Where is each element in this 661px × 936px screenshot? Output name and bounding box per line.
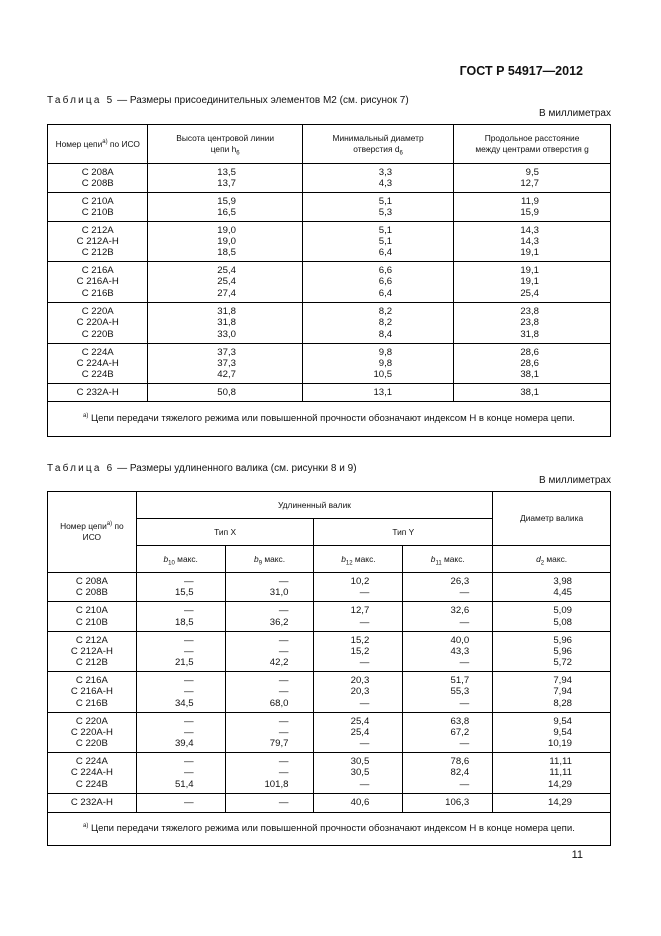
table6-chain-cell: С 220А С 220А-Н С 220В (48, 713, 137, 753)
table5-g-cell: 23,8 23,8 31,8 (454, 303, 611, 344)
table6-b12-cell: 30,5 30,5 — (314, 753, 403, 794)
table5-d6-cell: 8,2 8,2 8,4 (302, 303, 453, 344)
table-row (48, 632, 611, 672)
table6-b11-cell: 26,3 — (403, 573, 493, 602)
table5-h6-cell: 13,5 13,7 (148, 164, 303, 193)
table-row (48, 222, 611, 262)
table6-d2-cell: 14,29 (493, 794, 611, 813)
table-row (48, 384, 611, 402)
table6-b12-cell: 10,2 — (314, 573, 403, 602)
table-row (48, 753, 611, 794)
table5-h6-cell: 50,8 (148, 384, 303, 402)
table5-g-cell: 14,3 14,3 19,1 (454, 222, 611, 262)
table5-h6-cell: 37,3 37,3 42,7 (148, 344, 303, 384)
table5-h6-cell: 25,4 25,4 27,4 (148, 262, 303, 303)
page-number: 11 (571, 849, 583, 861)
table5-g-cell: 38,1 (454, 384, 611, 402)
document-code: ГОСТ Р 54917—2012 (459, 64, 583, 78)
table5-chain-cell: С 232А-Н (48, 384, 148, 402)
table6-chain-cell: С 232А-Н (48, 794, 137, 813)
table6-header-b9: $b_9$ макс. (225, 546, 314, 573)
table6-b11-cell: 40,0 43,3 — (403, 632, 493, 672)
table5-caption-text: — Размеры присоединительных элементов М2 (см. рисунок 7) (114, 95, 409, 106)
table6-header-b12: $b_{12}$ макс. (314, 546, 403, 573)
table5-header-height: Высота центровой линии цепи $h_6$ (148, 125, 303, 164)
table5-d6-cell: 5,1 5,3 (302, 193, 453, 222)
table6-chain-cell: С 210А С 210В (48, 602, 137, 632)
table6-header-group: Удлиненный валик (136, 492, 492, 519)
table6-d2-cell: 3,98 4,45 (493, 573, 611, 602)
table6-b10-cell: — — 39,4 (136, 713, 225, 753)
table5-g-cell: 28,6 28,6 38,1 (454, 344, 611, 384)
table5-chain-cell: С 212А С 212А-Н С 212В (48, 222, 148, 262)
table6-d2-cell: 7,94 7,94 8,28 (493, 672, 611, 713)
table5-header-chain: Номер цепи$^{a)}$ по ИСО (48, 125, 148, 164)
table-row (48, 573, 611, 602)
table6-b10-cell: — 18,5 (136, 602, 225, 632)
table6-header-type-x: Тип X (136, 519, 314, 546)
table6-b12-cell: 20,3 20,3 — (314, 672, 403, 713)
table5-units: В миллиметрах (539, 108, 611, 119)
table5 (47, 124, 611, 437)
table5-chain-cell: С 220А С 220А-Н С 220В (48, 303, 148, 344)
table5-header-distance: Продольное расстояние между центрами отверстия g (454, 125, 611, 164)
table5-chain-cell: С 210А С 210В (48, 193, 148, 222)
table5-g-cell: 19,1 19,1 25,4 (454, 262, 611, 303)
table5-header-row (48, 125, 611, 164)
table6 (47, 491, 611, 846)
table6-footnote-row (48, 813, 611, 846)
table6-b9-cell: — 31,0 (225, 573, 314, 602)
table6-b10-cell: — 15,5 (136, 573, 225, 602)
table-row (48, 794, 611, 813)
table6-b9-cell: — — 101,8 (225, 753, 314, 794)
table6-chain-cell: С 216А С 216А-Н С 216В (48, 672, 137, 713)
table6-units: В миллиметрах (539, 475, 611, 486)
table5-d6-cell: 6,6 6,6 6,4 (302, 262, 453, 303)
table6-b10-cell: — — 51,4 (136, 753, 225, 794)
table6-b11-cell: 78,6 82,4 — (403, 753, 493, 794)
table5-footnote: $^{a)}$ Цепи передачи тяжелого режима или повышенной прочности обозначают индексом Н в конце номера цепи. (48, 402, 611, 437)
table5-g-cell: 9,5 12,7 (454, 164, 611, 193)
table6-b9-cell: — 36,2 (225, 602, 314, 632)
table6-header-diameter: Диаметр валика (493, 492, 611, 546)
table5-chain-cell: С 208А С 208В (48, 164, 148, 193)
table5-h6-cell: 19,0 19,0 18,5 (148, 222, 303, 262)
table5-header-diameter: Минимальный диаметр отверстия $d_6$ (302, 125, 453, 164)
table6-chain-cell: С 212А С 212А-Н С 212В (48, 632, 137, 672)
table6-header-row (48, 492, 611, 519)
table6-b9-cell: — — 42,2 (225, 632, 314, 672)
table6-header-b10: $b_{10}$ макс. (136, 546, 225, 573)
table6-b11-cell: 106,3 (403, 794, 493, 813)
table-row (48, 303, 611, 344)
table5-d6-cell: 13,1 (302, 384, 453, 402)
table-row (48, 602, 611, 632)
table-row (48, 193, 611, 222)
table6-footnote: $^{a)}$ Цепи передачи тяжелого режима или повышенной прочности обозначают индексом Н в конце номера цепи. (48, 813, 611, 846)
table6-d2-cell: 5,09 5,08 (493, 602, 611, 632)
table6-d2-cell: 9,54 9,54 10,19 (493, 713, 611, 753)
table5-h6-cell: 15,9 16,5 (148, 193, 303, 222)
table5-d6-cell: 5,1 5,1 6,4 (302, 222, 453, 262)
table-row (48, 672, 611, 713)
table6-caption-prefix: Таблица 6 (47, 463, 115, 474)
table5-chain-cell: С 224А С 224А-Н С 224В (48, 344, 148, 384)
table6-b11-cell: 51,7 55,3 — (403, 672, 493, 713)
table6-b11-cell: 63,8 67,2 — (403, 713, 493, 753)
table5-d6-cell: 3,3 4,3 (302, 164, 453, 193)
table6-header-chain: Номер цепи$^{a)}$ по ИСО (48, 492, 137, 573)
table6-b10-cell: — — 34,5 (136, 672, 225, 713)
table6-header-b11: $b_{11}$ макс. (403, 546, 493, 573)
table6-header-d2: $d_2$ макс. (493, 546, 611, 573)
table6-b9-cell: — — 68,0 (225, 672, 314, 713)
table5-chain-cell: С 216А С 216А-Н С 216В (48, 262, 148, 303)
table6-b12-cell: 40,6 (314, 794, 403, 813)
table5-h6-cell: 31,8 31,8 33,0 (148, 303, 303, 344)
table5-caption-prefix: Таблица 5 (47, 95, 115, 106)
table-row (48, 344, 611, 384)
table6-b10-cell: — (136, 794, 225, 813)
table6-b10-cell: — — 21,5 (136, 632, 225, 672)
table6-caption (47, 463, 357, 474)
table6-chain-cell: С 208А С 208В (48, 573, 137, 602)
table5-footnote-row (48, 402, 611, 437)
table6-d2-cell: 5,96 5,96 5,72 (493, 632, 611, 672)
table6-b12-cell: 12,7 — (314, 602, 403, 632)
table6-b12-cell: 15,2 15,2 — (314, 632, 403, 672)
table-row (48, 262, 611, 303)
table6-b12-cell: 25,4 25,4 — (314, 713, 403, 753)
table5-caption (47, 95, 409, 106)
table6-b11-cell: 32,6 — (403, 602, 493, 632)
table6-chain-cell: С 224А С 224А-Н С 224В (48, 753, 137, 794)
table6-b9-cell: — — 79,7 (225, 713, 314, 753)
table-row (48, 713, 611, 753)
table5-g-cell: 11,9 15,9 (454, 193, 611, 222)
table6-d2-cell: 11,11 11,11 14,29 (493, 753, 611, 794)
table6-caption-text: — Размеры удлиненного валика (см. рисунки 8 и 9) (114, 463, 357, 474)
table-row (48, 164, 611, 193)
table6-b9-cell: — (225, 794, 314, 813)
table5-d6-cell: 9,8 9,8 10,5 (302, 344, 453, 384)
table6-header-type-y: Тип Y (314, 519, 493, 546)
